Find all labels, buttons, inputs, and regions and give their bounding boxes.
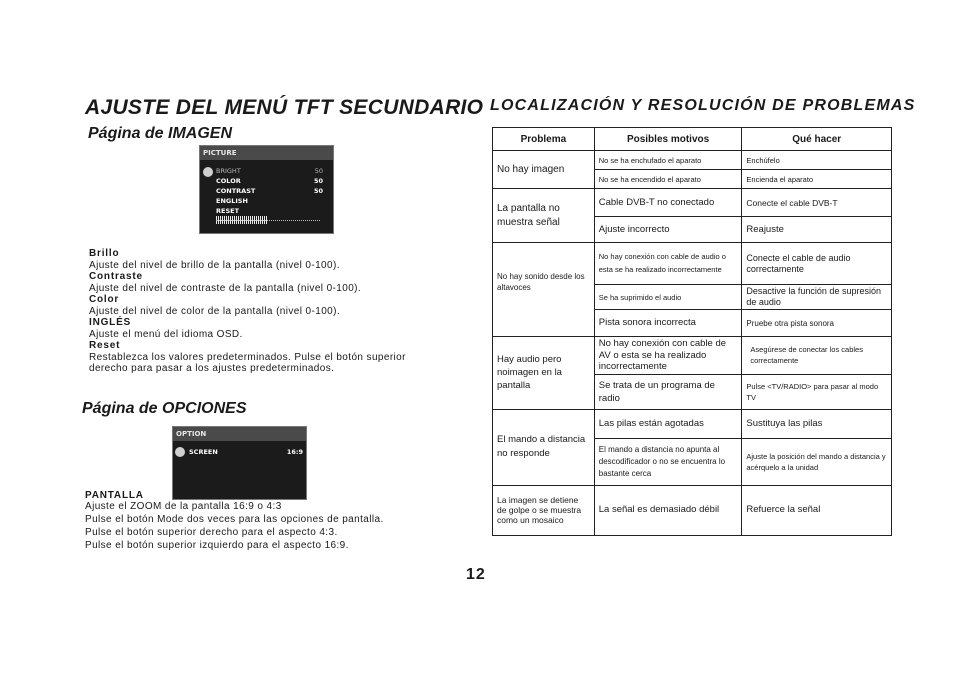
problem-cell: La pantalla no muestra señal (493, 189, 595, 243)
osd-value-color: 50 (313, 177, 323, 185)
desc-term-brillo: Brillo (89, 248, 120, 259)
cause-cell: El mando a distancia no apunta al descodificador o no se encuentra lo bastante cerca (594, 438, 742, 485)
desc-term-ingles: INGLÉS (89, 317, 132, 328)
troubleshooting-table (492, 127, 892, 536)
cause-cell: No se ha enchufado el aparato (594, 151, 742, 170)
options-line: Pulse el botón Mode dos veces para las opciones de pantalla. (85, 514, 384, 525)
cause-cell: Pista sonora incorrecta (594, 310, 742, 337)
cause-cell: No hay conexión con cable de AV o esta se ha realizado incorrectamente (594, 337, 742, 375)
table-row (493, 409, 892, 438)
osd-item-bright: BRIGHT (216, 167, 241, 175)
option-icon (175, 447, 185, 457)
desc-text-color: Ajuste del nivel de color de la pantalla (nivel 0-100). (89, 305, 341, 317)
options-term-label: PANTALLA (85, 490, 144, 501)
problem-cell: La imagen se detiene de golpe o se muestra como un mosaico (493, 485, 595, 535)
osd-item-screen: SCREEN (189, 448, 218, 456)
desc-text-contraste: Ajuste del nivel de contraste de la pantalla (nivel 0-100). (89, 282, 362, 294)
header-fix: Qué hacer (742, 128, 892, 151)
problem-cell: No hay sonido desde los altavoces (493, 243, 595, 337)
desc-text-ingles: Ajuste el menú del idioma OSD. (89, 328, 243, 340)
osd-item-english: ENGLISH (216, 197, 248, 205)
page-number: 12 (466, 566, 486, 583)
header-causes: Posibles motivos (594, 128, 742, 151)
cause-cell: Se trata de un programa de radio (594, 374, 742, 409)
troubleshooting-title: LOCALIZACIÓN Y RESOLUCIÓN DE PROBLEMAS (490, 97, 916, 114)
osd-value-contrast: 50 (313, 187, 323, 195)
osd-item-contrast: CONTRAST (216, 187, 256, 195)
desc-text-reset: Restablezca los valores predeterminados. Pulse el botón superior derecho para pasar a los ajustes predeterminados. (89, 351, 406, 374)
table-row (493, 337, 892, 375)
table-row (493, 243, 892, 285)
fix-cell: Encienda el aparato (742, 170, 892, 189)
osd-item-color: COLOR (216, 177, 241, 185)
option-osd-menu (172, 426, 307, 500)
picture-osd-menu (199, 145, 334, 234)
fix-cell: Conecte el cable DVB-T (742, 189, 892, 217)
options-line: Ajuste el ZOOM de la pantalla 16:9 o 4:3 (85, 501, 282, 512)
picture-icon (203, 167, 213, 177)
cause-cell: Cable DVB-T no conectado (594, 189, 742, 217)
picture-descriptions (89, 248, 429, 375)
desc-term-contraste: Contraste (89, 271, 143, 282)
picture-osd-header: PICTURE (200, 146, 333, 160)
fix-cell: Pulse <TV/RADIO> para pasar al modo TV (742, 374, 892, 409)
osd-value-screen: 16:9 (286, 448, 303, 456)
cause-cell: La señal es demasiado débil (594, 485, 742, 535)
picture-page-heading: Página de IMAGEN (88, 125, 233, 142)
fix-cell: Refuerce la señal (742, 485, 892, 535)
osd-value-bright: 50 (314, 167, 323, 175)
fix-cell: Desactive la función de supresión de audio (742, 285, 892, 310)
desc-term-color: Color (89, 294, 120, 305)
osd-level-bar (216, 216, 320, 224)
cause-cell: Ajuste incorrecto (594, 217, 742, 243)
fix-cell: Asegúrese de conectar los cables correctamente (742, 337, 892, 375)
header-problem: Problema (493, 128, 595, 151)
problem-cell: El mando a distancia no responde (493, 409, 595, 485)
osd-level-track (216, 220, 320, 221)
options-page-heading: Página de OPCIONES (82, 400, 247, 417)
fix-cell: Reajuste (742, 217, 892, 243)
fix-cell: Pruebe otra pista sonora (742, 310, 892, 337)
desc-text-brillo: Ajuste del nivel de brillo de la pantalla (nivel 0-100). (89, 259, 340, 271)
cause-cell: No se ha encendido el aparato (594, 170, 742, 189)
problem-cell: No hay imagen (493, 151, 595, 189)
fix-cell: Conecte el cable de audio correctamente (742, 243, 892, 285)
table-row (493, 485, 892, 535)
desc-term-reset: Reset (89, 340, 121, 351)
options-line: Pulse el botón superior izquierdo para el aspecto 16:9. (85, 540, 349, 551)
fix-cell: Sustituya las pilas (742, 409, 892, 438)
table-header-row (493, 128, 892, 151)
options-descriptions (85, 500, 445, 552)
table-row (493, 151, 892, 170)
cause-cell: No hay conexión con cable de audio o esta se ha realizado incorrectamente (594, 243, 742, 285)
fix-cell: Ajuste la posición del mando a distancia y acérquelo a la unidad (742, 438, 892, 485)
problem-cell: Hay audio pero noimagen en la pantalla (493, 337, 595, 410)
table-row (493, 189, 892, 217)
page-title: AJUSTE DEL MENÚ TFT SECUNDARIO (85, 96, 484, 119)
option-osd-header: OPTION (173, 427, 306, 441)
cause-cell: Las pilas están agotadas (594, 409, 742, 438)
osd-item-reset: RESET (216, 207, 240, 215)
options-line: Pulse el botón superior derecho para el aspecto 4:3. (85, 527, 338, 538)
cause-cell: Se ha suprimido el audio (594, 285, 742, 310)
fix-cell: Enchúfelo (742, 151, 892, 170)
